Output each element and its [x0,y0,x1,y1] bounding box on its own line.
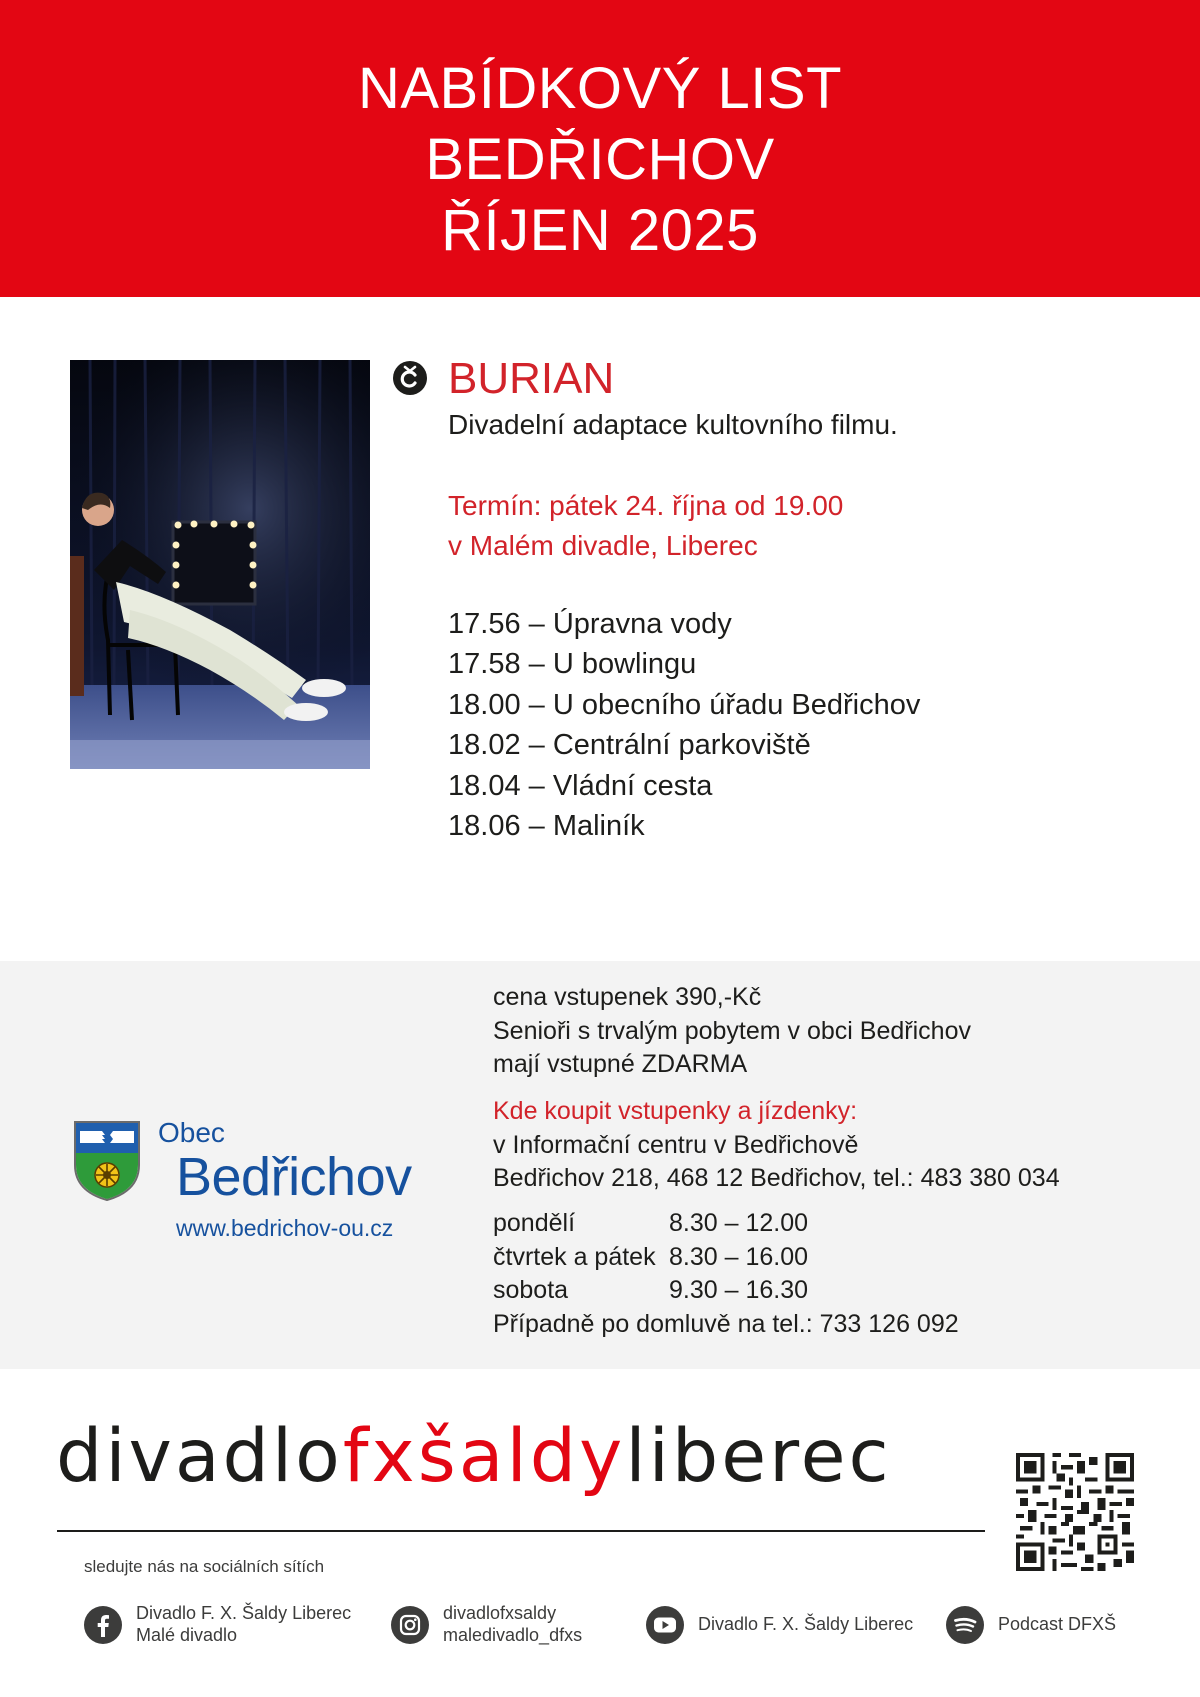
show-title: BURIAN [448,354,615,403]
wordmark-part-2: fxšaldy [342,1414,626,1499]
show-venue: v Malém divadle, Liberec [448,530,758,561]
header-banner [0,0,1200,297]
bus-stops-list [448,604,920,846]
theatre-wordmark-logo [56,1412,892,1502]
social-text [443,1602,582,1646]
hours-time: 8.30 – 12.00 [669,1209,809,1237]
header-title-line-1: NABÍDKOVÝ LIST [357,56,843,121]
bus-stop: 18.06 – Maliník [448,810,645,843]
opening-hours-row [493,1241,959,1275]
ticket-price: cena vstupenek 390,-Kč [493,983,762,1011]
social-handle: Divadlo F. X. Šaldy Liberec [136,1603,352,1623]
header-title-line-3: ŘÍJEN 2025 [441,198,759,263]
wordmark-part-1: divadlo [56,1414,343,1499]
bus-stop: 18.02 – Centrální parkoviště [448,729,811,762]
bedrichov-crest-icon [72,1119,142,1203]
show-date: Termín: pátek 24. října od 19.00 [448,490,844,521]
header-title-line-2: BEDŘICHOV [425,127,775,192]
social-handle: maledivadlo_dfxs [443,1625,583,1645]
social-text: Podcast DFXŠ [998,1614,1117,1634]
hours-day: čtvrtek a pátek [493,1242,656,1271]
qr-code-icon[interactable] [1016,1453,1134,1571]
bus-stop: 18.04 – Vládní cesta [448,769,713,802]
show-photo [70,360,370,769]
hours-day: pondělí [493,1209,576,1237]
seniors-note-1: Senioři s trvalým pobytem v obci Bedřichov [493,1016,971,1045]
municipality-name: Bedřichov [176,1147,412,1207]
follow-us-label: sledujte nás na sociálních sítích [84,1557,325,1576]
show-subtitle: Divadelní adaptace kultovního filmu. [448,409,898,440]
opening-hours-row [493,1274,959,1308]
where-to-buy-heading: Kde koupit vstupenky a jízdenky: [493,1097,858,1125]
youtube-icon [646,1606,684,1644]
municipality-website-link[interactable]: www.bedrichov-ou.cz [176,1215,394,1241]
municipality-label-small: Obec [158,1117,225,1148]
ticket-price-block [493,981,1173,1082]
hours-time: 8.30 – 16.00 [669,1242,809,1271]
instagram-icon [391,1606,429,1644]
social-text: Divadlo F. X. Šaldy Liberec [698,1614,914,1634]
bus-stop: 17.56 – Úpravna vody [448,608,732,640]
facebook-icon [84,1606,122,1644]
footer-divider [57,1530,985,1532]
where-to-buy-address: Bedřichov 218, 468 12 Bedřichov, tel.: 483 380 034 [493,1164,1060,1192]
bus-stop: 17.58 – U bowlingu [448,648,697,681]
social-text [136,1602,351,1646]
wordmark-part-3: liberec [625,1414,892,1499]
hours-time: 9.30 – 16.30 [669,1276,809,1304]
where-to-buy-place: v Informační centru v Bedřichově [493,1130,859,1159]
spotify-icon [946,1606,984,1644]
seniors-note-2: mají vstupné ZDARMA [493,1050,748,1078]
opening-hours [493,1207,959,1341]
social-handle: divadlofxsaldy [443,1603,557,1623]
c-caron-badge-icon [393,361,427,395]
hours-day: sobota [493,1276,569,1304]
show-date-venue [448,486,843,566]
social-handle: Malé divadlo [136,1625,238,1645]
opening-hours-row [493,1207,959,1241]
where-to-buy-block [493,1095,1173,1196]
phone-arrangement-note: Případně po domluvě na tel.: 733 126 092 [493,1309,959,1338]
bus-stop: 18.00 – U obecního úřadu Bedřichov [448,688,921,721]
